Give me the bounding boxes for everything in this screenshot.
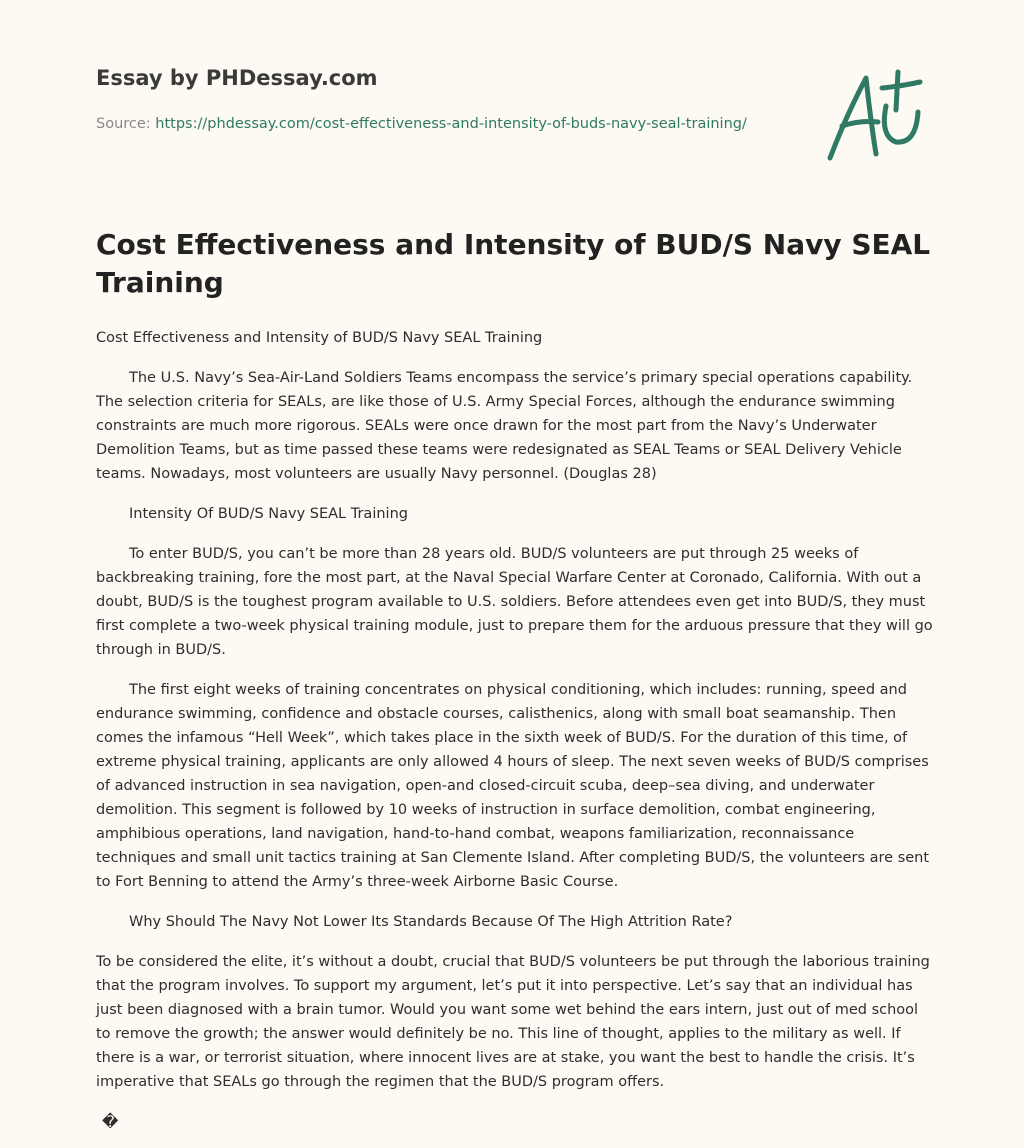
page-header (96, 64, 776, 136)
subheading-intensity: Intensity Of BUD/S Navy SEAL Training (129, 506, 408, 522)
paragraph-1: The U.S. Navy’s Sea-Air-Land Soldiers Teams encompass the service’s primary special operations capability. The selection criteria for SEALs, are like those of U.S. Army Special Forces, although the endurance swimming constraints are much more rigorous. SEALs were once drawn for the most part from the Navy’s Underwater Demolition Teams, but as time passed these teams were redesignated as SEAL Teams or SEAL Delivery Vehicle teams. Nowadays, most volunteers are usually Navy personnel. (Douglas 28) (96, 370, 913, 482)
essay-title: Cost Effectiveness and Intensity of BUD/S Navy SEAL Training (96, 228, 931, 299)
paragraph-4: To be considered the elite, it’s without a doubt, crucial that BUD/S volunteers be put through the laborious training that the program involves. To support my argument, let’s put it into perspective. Let’s say that an individual has just been diagnosed with a brain tumor. Would you want some wet behind the ears intern, just out of med school to remove the growth; the answer would definitely be no. This line of thought, applies to the military as well. If there is a war, or terrorist situation, where innocent lives are at stake, you want the best to handle the crisis. It’s imperative that SEALs go through the regimen that the BUD/S program offers. (96, 954, 930, 1090)
source-line (96, 112, 776, 136)
site-title: Essay by PHDessay.com (96, 66, 378, 90)
essay-content (96, 226, 934, 1131)
source-link[interactable]: https://phdessay.com/cost-effectiveness-and-intensity-of-buds-navy-seal-training/ (155, 116, 747, 132)
essay-body (96, 366, 934, 1134)
paragraph-3: The first eight weeks of training concentrates on physical conditioning, which includes: running, speed and endurance swimming, confidence and obstacle courses, calisthenics, along with small boat seamanship. Then comes the infamous “Hell Week”, which takes place in the sixth week of BUD/S. For the duration of this time, of extreme physical training, applicants are only allowed 4 hours of sleep. The next seven weeks of BUD/S comprises of advanced instruction in sea navigation, open-and closed-circuit scuba, deep–sea diving, and underwater demolition. This segment is followed by 10 weeks of instruction in surface demolition, combat engineering, amphibious operations, land navigation, hand-to-hand combat, weapons familiarization, reconnaissance techniques and small unit tactics training at San Clemente Island. After completing BUD/S, the volunteers are sent to Fort Benning to attend the Army’s three-week Airborne Basic Course. (96, 682, 930, 890)
paragraph-2: To enter BUD/S, you can’t be more than 28 years old. BUD/S volunteers are put through 25 weeks of backbreaking training, fore the most part, at the Naval Special Warfare Center at Coronado, California. With out a doubt, BUD/S is the toughest program available to U.S. soldiers. Before attendees even get into BUD/S, they must first complete a two-week physical training module, just to prepare them for the arduous pressure that they will go through in BUD/S. (96, 546, 933, 658)
trailing-glyph: � (102, 1112, 119, 1131)
a-plus-logo-icon (820, 66, 930, 166)
source-label: Source: (96, 116, 156, 132)
subheading-standards: Why Should The Navy Not Lower Its Standards Because Of The High Attrition Rate? (129, 914, 733, 930)
essay-intro-line: Cost Effectiveness and Intensity of BUD/S Navy SEAL Training (96, 330, 543, 346)
